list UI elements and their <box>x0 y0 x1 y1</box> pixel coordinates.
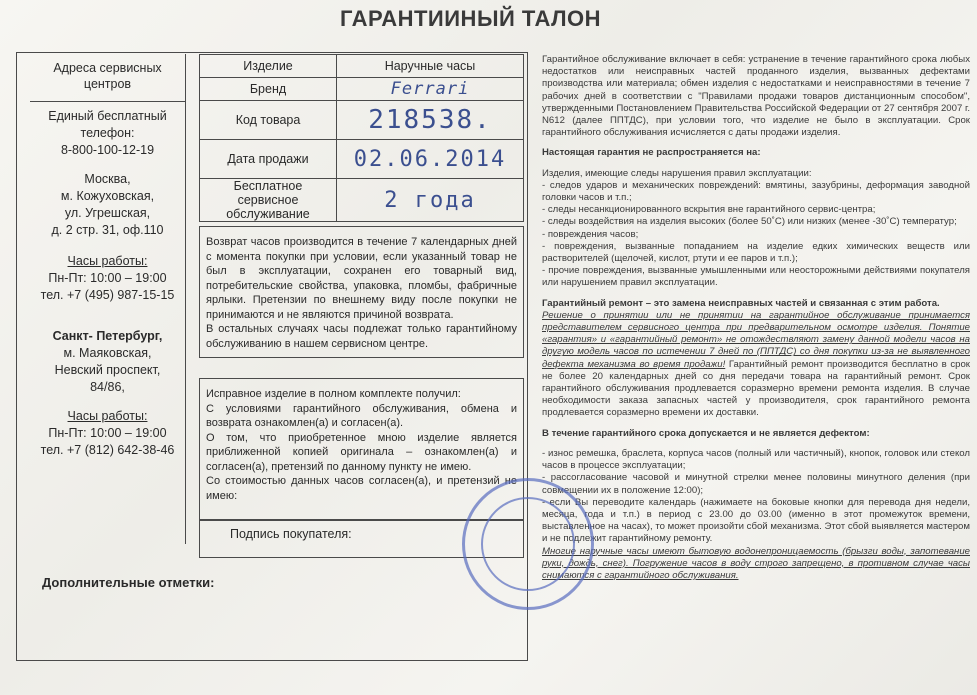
spb-street: Невский проспект, <box>54 363 161 377</box>
list-item: - следы воздействия на изделия высоких (более 50˚С) или низких (менее -30˚С) температур; <box>542 216 957 228</box>
terms-intro: Гарантийное обслуживание включает в себя: устранение в течение гарантийного срока любых недостатков или неисправных частей проданного изделия, вызванных дефектами производства или материала; обмен изделия с недостатками и неисправностями в течение 7 рабочих дней в соответствии с "Правилами продажи товаров дистанционным способом", утвержденными Постановлением Правительства Российской Федерации от 27 сентября 2007 г. N612 (далее ППТДС), при условии того, что изделие не было в эксплуатации. Срок гарантийного обслуживания исчисляется с даты продажи изделия. <box>542 54 970 139</box>
repair-heading: Гарантийный ремонт – это замена неисправных частей и связанная с этим работа. <box>542 297 940 309</box>
signature-label: Подпись покупателя: <box>230 527 352 541</box>
brand-value: Ferrari <box>390 79 470 99</box>
moscow-street: ул. Угрешская, <box>64 206 151 220</box>
receipt-p2: С условиями гарантийного обслуживания, обмена и возврата ознакомлен(а) и согласен(а). <box>206 402 517 429</box>
spb-house: 84/86, <box>90 380 125 394</box>
item-label: Изделие <box>200 55 337 78</box>
table-row <box>200 55 524 78</box>
phone-number: 8-800-100-12-19 <box>60 143 155 157</box>
spb-hours-label: Часы работы: <box>67 409 148 423</box>
phone-block <box>30 108 185 159</box>
return-p1: Возврат часов производится в течение 7 календарных дней с момента покупки при условии, если указанный товар не был в эксплуатации, сохранен его товарный вид, потребительские свойства, упаковка, пломбы, фабричные ярлыки. Претензии по внешнему виду после покупки не принимаются и не являются причиной возврата. <box>206 236 517 321</box>
not-defect-heading: В течение гарантийного срока допускается и не является дефектом: <box>542 427 870 439</box>
service-value: 2 года <box>384 187 476 213</box>
not-covered-heading: Настоящая гарантия не распространяется на: <box>542 147 761 159</box>
date-label: Дата продажи <box>200 140 337 179</box>
receipt-p1: Исправное изделие в полном комплекте получил: <box>206 388 461 400</box>
spb-metro: м. Маяковская, <box>63 346 152 360</box>
list-item: - рассогласование часовой и минутной стрелки менее половины минутного деления (при совмещении их в положение 12:00); <box>542 472 970 496</box>
moscow-city: Москва, <box>84 172 131 186</box>
spb-city: Санкт- Петербург, <box>52 329 163 343</box>
return-conditions <box>199 226 524 358</box>
code-label: Код товара <box>200 101 337 140</box>
moscow-hours: Пн-Пт: 10:00 – 19:00 <box>48 271 167 285</box>
list-item: - повреждения часов; <box>542 228 639 240</box>
service-label: Бесплатное сервисное обслуживание <box>200 179 337 222</box>
list-item: - следы несанкционированного вскрытия вне гарантийного сервис-центра; <box>542 204 876 216</box>
receipt-p4: Со стоимостью данных часов согласен(а), и претензий не имею: <box>206 475 517 502</box>
date-value: 02.06.2014 <box>353 146 507 172</box>
brand-label: Бренд <box>200 78 337 101</box>
spb-tel: тел. +7 (812) 642-38-46 <box>40 443 175 457</box>
moscow-hours-label: Часы работы: <box>67 254 148 268</box>
list-item: - если Вы переводите календарь (нажимаете на боковые кнопки для перевода дня недели, месяца, года и т.п.) в период с 23.00 до 03.00 (именно в этот промежуток времени, выставленное на часах), то может произойти сбой механизма. Этот сбой выявляется мастером и не подлежит гарантийному ремонту. <box>542 496 970 545</box>
receipt-p3: О том, что приобретенное мною изделие является приближенной копией оригинала – ознакомлен(а) и согласен(а), претензий по данному пункту не имею. <box>206 431 517 473</box>
extra-notes-label: Дополнительные отметки: <box>42 575 215 590</box>
service-centers-header: Адреса сервисных центров <box>30 54 185 102</box>
table-row <box>200 140 524 179</box>
list-item: - прочие повреждения, вызванные умышленными или неосторожными действиями покупателя или нарушением правил эксплуатации. <box>542 265 970 289</box>
not-covered-list <box>542 168 970 290</box>
repair-italic: Решение о принятии или не принятии на гарантийное обслуживание принимается представителем сервисного центра при предварительном осмотре изделия. Понятие «гарантия» и «гарантийный ремонт» не отождествляют замену данной модели часов на другую модель часов по истечении 7 дней по (ППТДС) со дня покупки из-за не выявленного дефекта механизма во время продажи! <box>542 309 970 370</box>
spb-hours: Пн-Пт: 10:00 – 19:00 <box>48 426 167 440</box>
list-item: - следов ударов и механических повреждений: вмятины, зазубрины, деформация заводной головки часов и т.п.; <box>542 179 970 204</box>
list-item: Изделия, имеющие следы нарушения правил эксплуатации: <box>542 167 812 179</box>
moscow-house: д. 2 стр. 31, оф.110 <box>51 223 164 237</box>
seal-stamp <box>462 478 594 610</box>
code-value: 218538. <box>368 105 492 135</box>
not-defect-list <box>542 448 970 582</box>
moscow-block <box>30 171 185 304</box>
page-title: ГАРАНТИИНЫЙ ТАЛОН <box>340 6 602 31</box>
phone-label: Единый бесплатный телефон: <box>48 109 167 140</box>
return-p2: В остальных случаях часы подлежат только гарантийному обслуживанию в нашем сервисном центре. <box>206 323 517 350</box>
list-item: Многие наручные часы имеют бытовую водонепроницаемость (брызги воды, запотевание руки, дождь, снег). Погружение часов в воду строго запрещено, в противном случае часы снимаются с гарантийного обслуживания. <box>542 545 970 581</box>
spb-block <box>30 328 185 459</box>
moscow-metro: м. Кожуховская, <box>60 189 155 203</box>
table-row <box>200 179 524 222</box>
product-table <box>199 54 524 222</box>
repair-block <box>542 298 970 420</box>
repair-rest: Гарантийный ремонт производится бесплатно в срок не более 20 календарных дней со дня передачи товара на гарантийный ремонт. Срок гарантийного обслуживания продлевается соразмерно времени ремонта изделия. В случае необходимости заказа запасных частей у производителя, срок гарантийного ремонта продлевается соразмерно времени их доставки. <box>542 358 970 419</box>
service-centers <box>30 108 185 471</box>
table-row <box>200 101 524 140</box>
list-item: - повреждения, вызванные попаданием на изделие едких химических веществ или растворителей (щелочей, кислот, ртути и ее паров и т.п.); <box>542 240 970 265</box>
warranty-terms <box>542 54 970 590</box>
seal-inner-ring <box>481 497 575 591</box>
list-item: - износ ремешка, браслета, корпуса часов (полный или частичный), кнопок, головок или стекол часов в процессе эксплуатации; <box>542 447 970 472</box>
table-row <box>200 78 524 101</box>
moscow-tel: тел. +7 (495) 987-15-15 <box>40 288 175 302</box>
item-value: Наручные часы <box>337 55 524 78</box>
receipt-confirmation <box>199 378 524 520</box>
